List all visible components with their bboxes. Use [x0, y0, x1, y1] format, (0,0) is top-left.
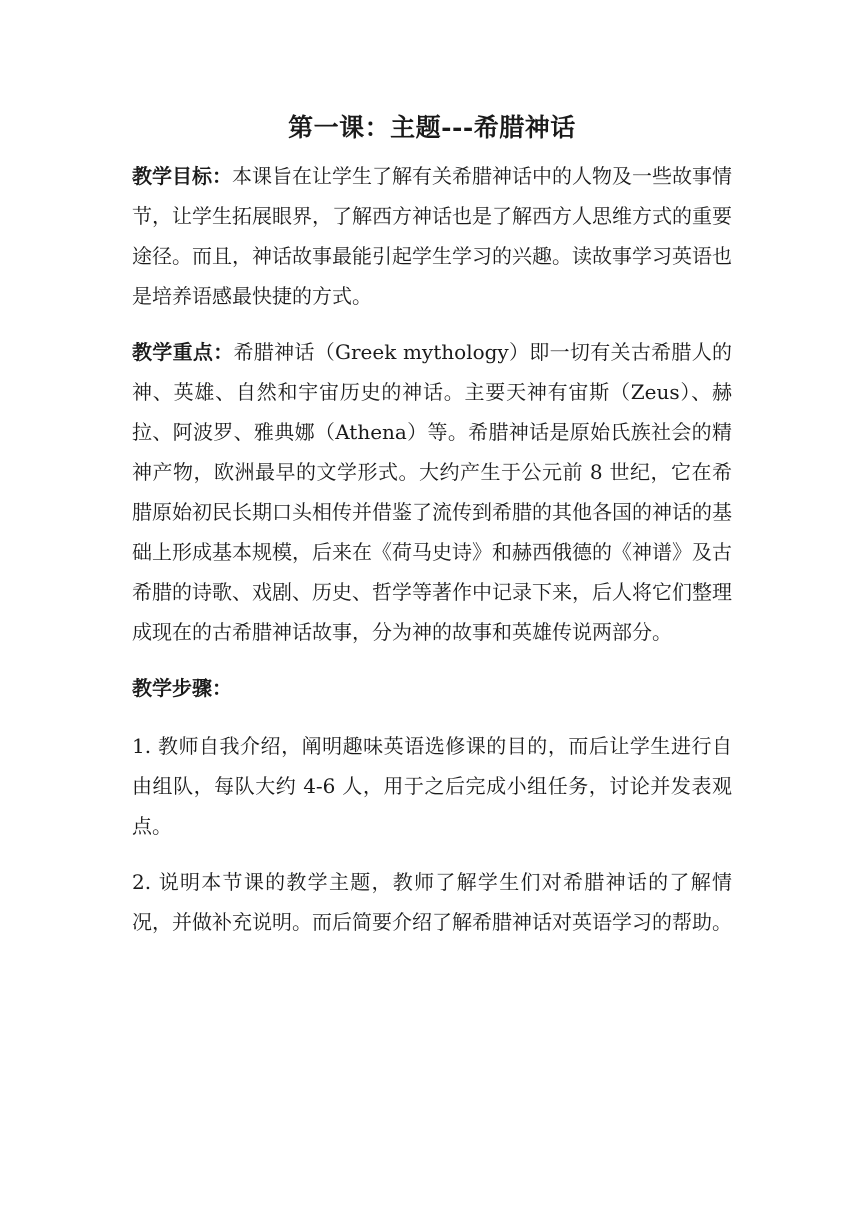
key-points-text: 希腊神话（Greek mythology）即一切有关古希腊人的神、英雄、自然和宇宙历史的神话。主要天神有宙斯（Zeus）、赫拉、阿波罗、雅典娜（Athena）等。希腊神话是原始氏族社会的精神产物，欧洲最早的文学形式。大约产生于公元前 8 世纪，它在希腊原始初民长期口头相传并借鉴了流传到希腊的其他各国的神话的基础上形成基本规模，后来在《荷马史诗》和赫西俄德的《神谱》及古希腊的诗歌、戏剧、历史、哲学等著作中记录下来，后人将它们整理成现在的古希腊神话故事，分为神的故事和英雄传说两部分。 — [132, 340, 733, 644]
objective-text: 本课旨在让学生了解有关希腊神话中的人物及一些故事情节，让学生拓展眼界，了解西方神话也是了解西方人思维方式的重要途径。而且，神话故事最能引起学生学习的兴趣。读故事学习英语也是培养语感最快捷的方式。 — [132, 164, 732, 308]
objective-paragraph — [132, 156, 732, 316]
key-points-label: 教学重点： — [132, 340, 234, 364]
step-item-1: 1. 教师自我介绍，阐明趣味英语选修课的目的，而后让学生进行自由组队，每队大约 4-6 人，用于之后完成小组任务，讨论并发表观点。 — [132, 734, 732, 838]
document-page — [132, 108, 732, 958]
objective-label: 教学目标： — [132, 164, 232, 188]
document-title: 第一课：主题---希腊神话 — [288, 113, 576, 142]
step-item-2: 2. 说明本节课的教学主题，教师了解学生们对希腊神话的了解情况，并做补充说明。而后简要介绍了解希腊神话对英语学习的帮助。 — [132, 870, 732, 934]
steps-heading: 教学步骤： — [132, 676, 232, 700]
key-points-paragraph — [132, 332, 732, 652]
